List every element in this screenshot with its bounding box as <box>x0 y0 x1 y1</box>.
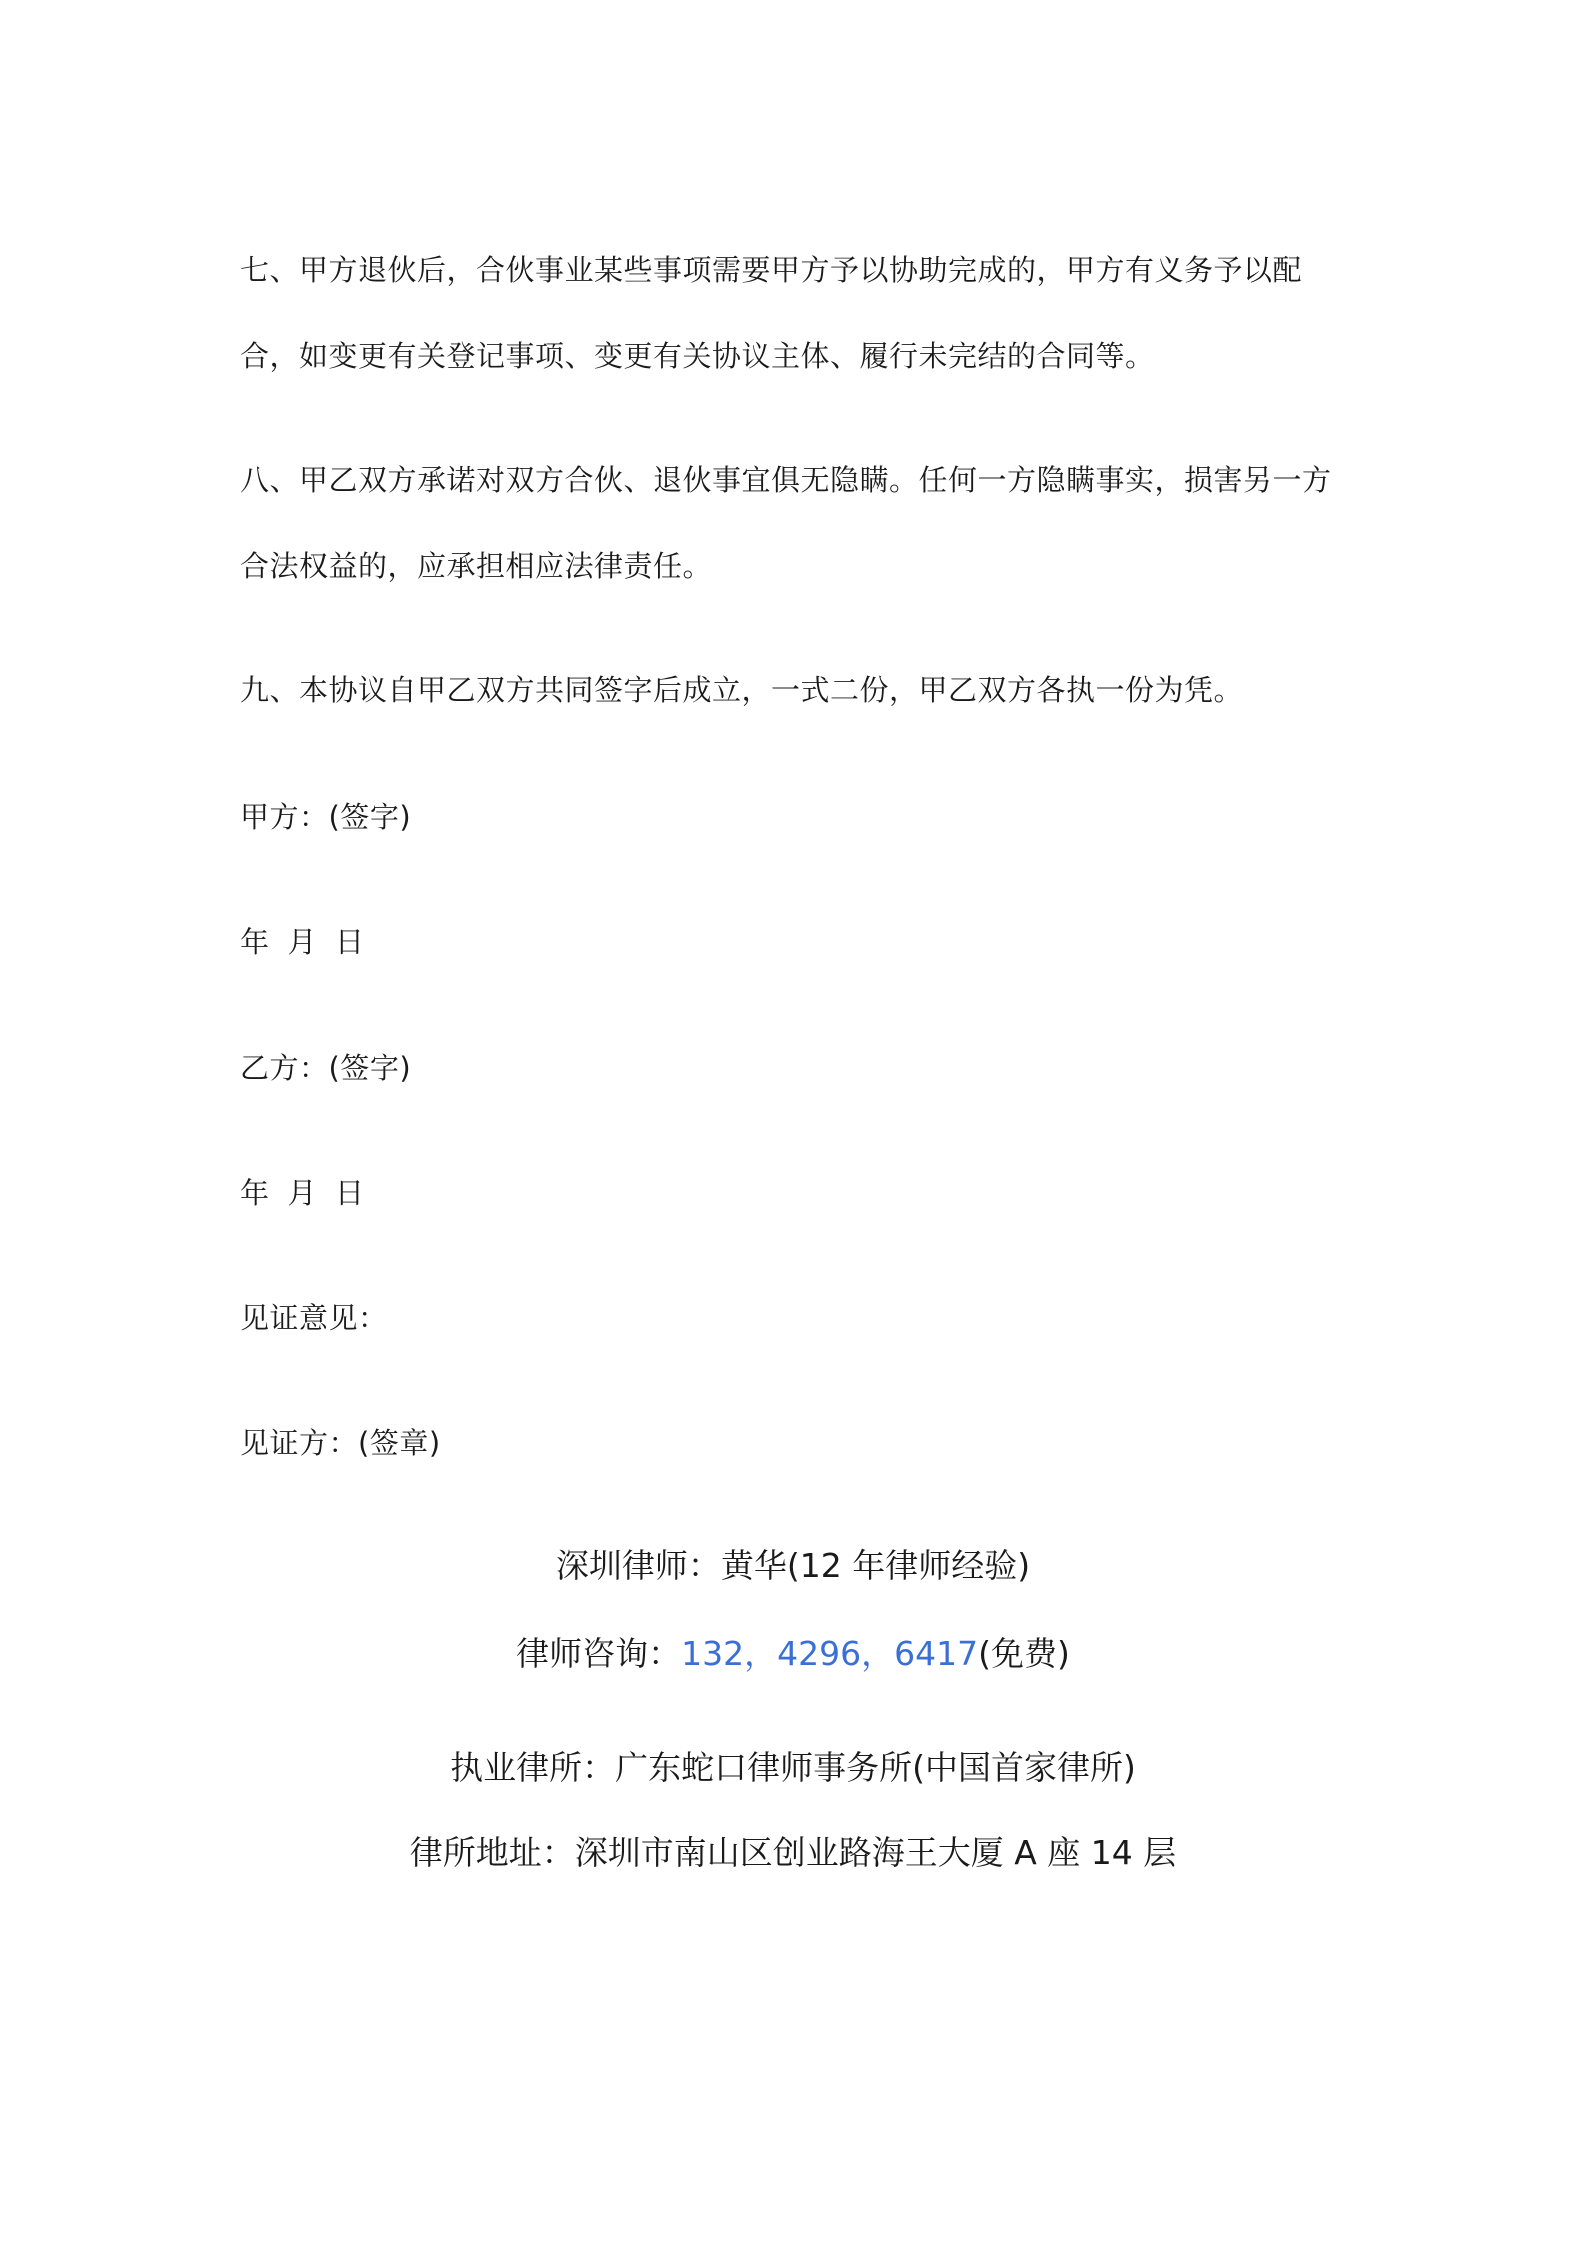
clause-7: 七、甲方退伙后，合伙事业某些事项需要甲方予以协助完成的，甲方有义务予以配合，如变更有关登记事项、变更有关协议主体、履行未完结的合同等。 <box>240 253 1303 373</box>
party-a-date <box>240 922 383 962</box>
date-day: 日 <box>335 925 365 959</box>
lawyer-name: 深圳律师：黄华(12 年律师经验) <box>555 1546 1031 1585</box>
date-day: 日 <box>335 1176 365 1210</box>
date-year: 年 <box>240 1176 270 1210</box>
clause-8: 八、甲乙双方承诺对双方合伙、退伙事宜俱无隐瞒。任何一方隐瞒事实，损害另一方合法权益的，应承担相应法律责任。 <box>240 463 1332 583</box>
consult-label: 律师咨询： <box>516 1634 682 1673</box>
witness-opinion: 见证意见： <box>240 1301 388 1335</box>
law-firm: 执业律所：广东蛇口律师事务所(中国首家律所) <box>450 1748 1136 1787</box>
consult-phone-link[interactable]: 132，4296，6417 <box>681 1634 979 1673</box>
date-month: 月 <box>287 925 318 959</box>
consult-note: (免费) <box>978 1634 1070 1673</box>
lawyer-consult <box>0 1632 1586 1676</box>
date-month: 月 <box>287 1176 318 1210</box>
law-firm-address: 律所地址：深圳市南山区创业路海王大厦 A 座 14 层 <box>409 1833 1177 1872</box>
date-year: 年 <box>240 925 270 959</box>
party-b-date <box>240 1173 383 1213</box>
party-a-signature: 甲方：(签字) <box>240 800 412 834</box>
clause-9: 九、本协议自甲乙双方共同签字后成立，一式二份，甲乙双方各执一份为凭。 <box>240 673 1244 707</box>
witness-signature: 见证方：(签章) <box>240 1426 441 1460</box>
party-b-signature: 乙方：(签字) <box>240 1051 412 1085</box>
